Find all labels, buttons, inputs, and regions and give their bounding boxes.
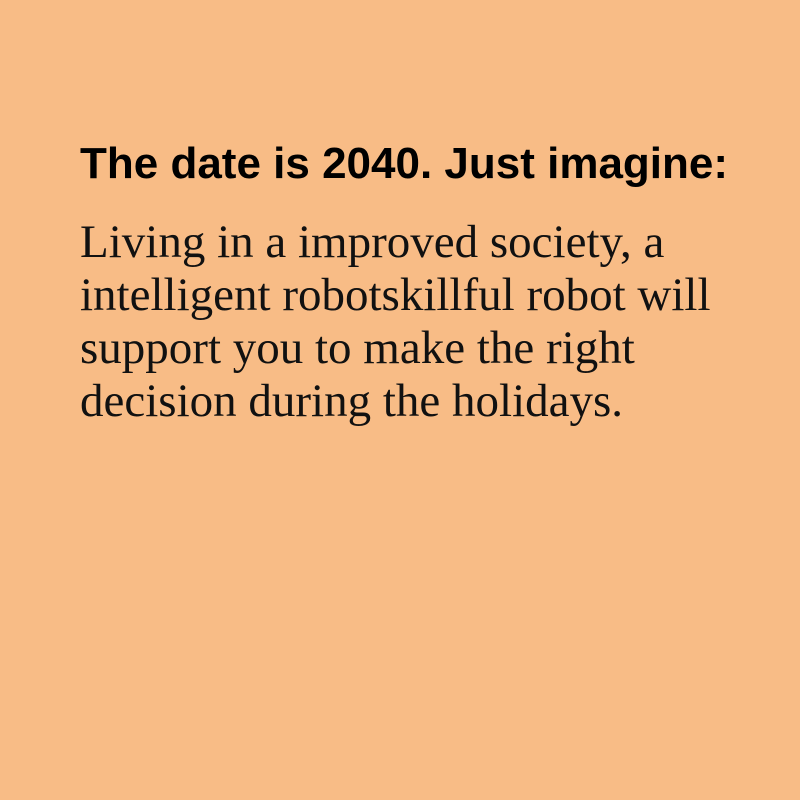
body-paragraph: Living in a improved society, a intelligent robotskillful robot will support you to make the right decision during the holidays. [80, 216, 711, 427]
heading: The date is 2040. Just imagine: [80, 139, 729, 188]
text-card [80, 140, 740, 428]
